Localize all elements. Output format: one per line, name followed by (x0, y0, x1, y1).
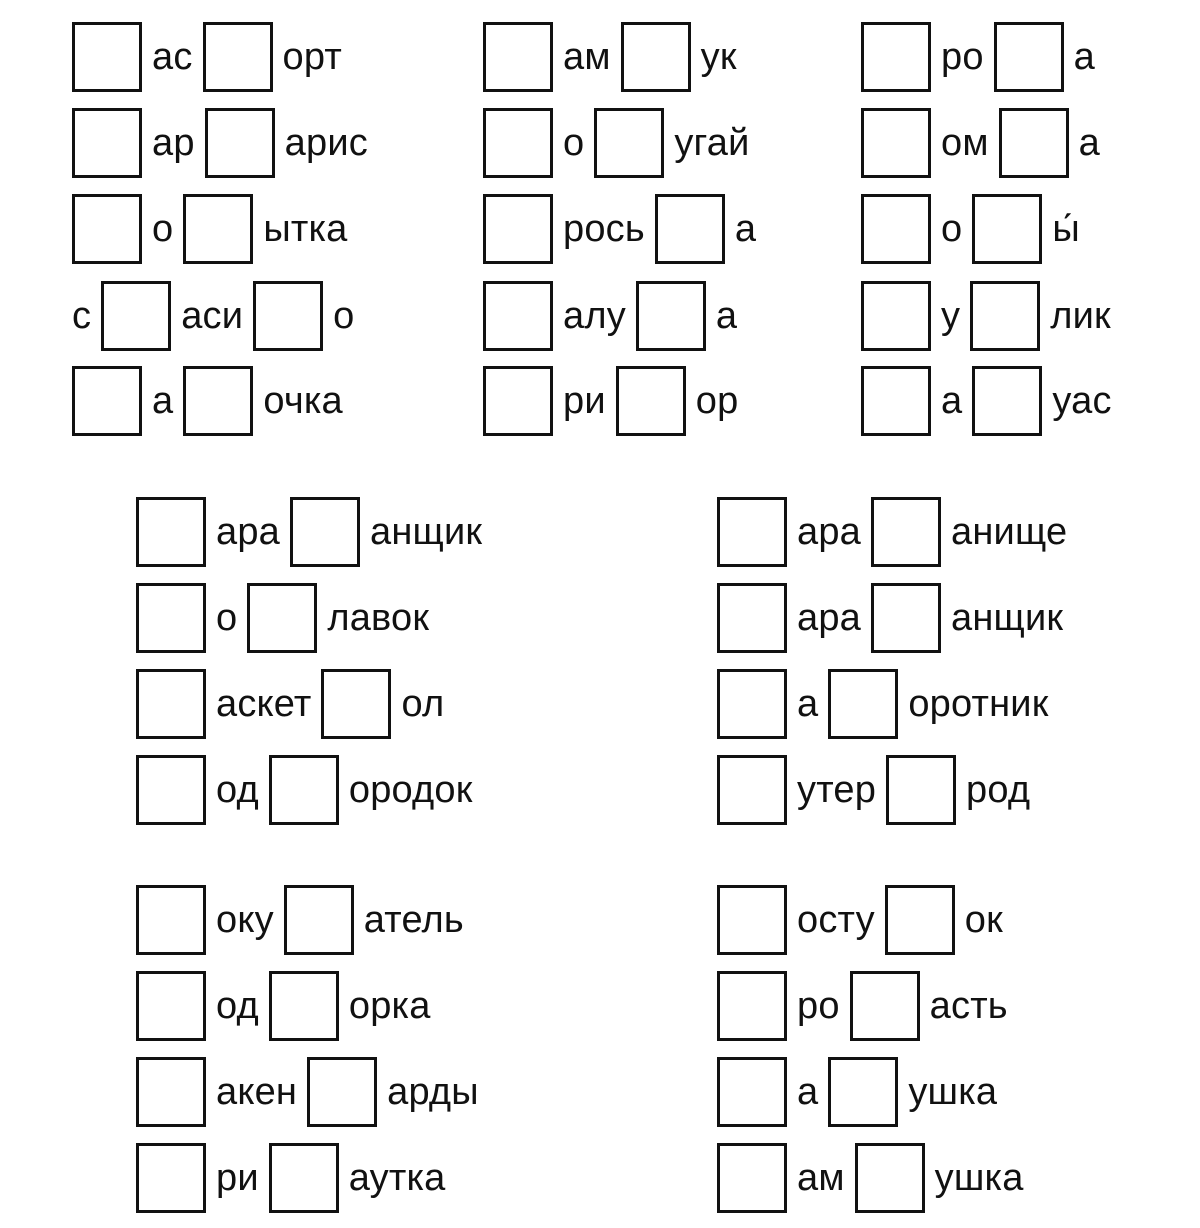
word-row (861, 22, 1105, 92)
letter-box[interactable] (717, 497, 787, 567)
letter-box[interactable] (483, 366, 553, 436)
word-fragment: ушка (908, 1071, 998, 1113)
word-fragment: ытка (263, 208, 348, 250)
letter-box[interactable] (136, 971, 206, 1041)
letter-box[interactable] (861, 366, 931, 436)
letter-box[interactable] (717, 1057, 787, 1127)
word-row (717, 1057, 1007, 1127)
letter-box[interactable] (136, 669, 206, 739)
word-fragment: лик (1050, 295, 1111, 337)
word-row (717, 497, 1077, 567)
word-fragment: ородок (348, 769, 473, 811)
letter-box[interactable] (885, 885, 955, 955)
word-row (483, 366, 748, 436)
word-fragment: ушка (934, 1157, 1024, 1199)
letter-box[interactable] (247, 583, 317, 653)
letter-box[interactable] (136, 583, 206, 653)
letter-box[interactable] (307, 1057, 377, 1127)
word-row (136, 497, 492, 567)
letter-box[interactable] (861, 22, 931, 92)
word-fragment: а (1078, 122, 1101, 164)
word-fragment: ок (964, 899, 1003, 941)
word-row (72, 366, 353, 436)
letter-box[interactable] (621, 22, 691, 92)
word-fragment: а (797, 1071, 819, 1113)
word-fragment: анище (951, 511, 1068, 553)
word-row (136, 971, 441, 1041)
word-fragment: а (941, 380, 963, 422)
letter-box[interactable] (483, 281, 553, 351)
word-fragment: ро (941, 36, 984, 78)
letter-box[interactable] (72, 194, 142, 264)
word-fragment: ара (216, 511, 281, 553)
word-fragment: анщик (370, 511, 483, 553)
letter-box[interactable] (861, 194, 931, 264)
word-fragment: осту (797, 899, 875, 941)
letter-box[interactable] (717, 971, 787, 1041)
word-row (136, 583, 439, 653)
word-fragment: уас (1052, 380, 1112, 422)
word-row (717, 885, 1013, 955)
letter-box[interactable] (828, 669, 898, 739)
word-fragment: с (72, 295, 92, 337)
word-fragment: оротник (908, 683, 1049, 725)
letter-box[interactable] (136, 885, 206, 955)
letter-box[interactable] (136, 1057, 206, 1127)
word-row (483, 194, 766, 264)
letter-box[interactable] (253, 281, 323, 351)
word-fragment: ук (700, 36, 737, 78)
letter-box[interactable] (861, 108, 931, 178)
word-row (136, 885, 474, 955)
letter-box[interactable] (886, 755, 956, 825)
word-row (136, 755, 483, 825)
word-row (72, 108, 378, 178)
word-row (72, 194, 357, 264)
word-fragment: о (333, 295, 355, 337)
word-row (136, 1057, 489, 1127)
letter-box[interactable] (717, 1143, 787, 1213)
word-fragment: ар (152, 122, 195, 164)
letter-box[interactable] (594, 108, 664, 178)
letter-box[interactable] (828, 1057, 898, 1127)
letter-box[interactable] (205, 108, 275, 178)
letter-box[interactable] (850, 971, 920, 1041)
word-fragment: угай (674, 122, 750, 164)
letter-box[interactable] (269, 755, 339, 825)
word-row (136, 669, 454, 739)
word-fragment: о (152, 208, 174, 250)
letter-box[interactable] (972, 366, 1042, 436)
word-row (717, 669, 1059, 739)
word-fragment: ор (695, 380, 739, 422)
word-row (72, 22, 352, 92)
word-fragment: атель (363, 899, 464, 941)
word-fragment: арис (284, 122, 368, 164)
word-fragment: акен (216, 1071, 298, 1113)
letter-box[interactable] (183, 366, 253, 436)
letter-box[interactable] (717, 669, 787, 739)
word-fragment: ара (797, 597, 862, 639)
letter-box[interactable] (269, 1143, 339, 1213)
letter-box[interactable] (861, 281, 931, 351)
letter-box[interactable] (717, 583, 787, 653)
word-fragment: род (966, 769, 1031, 811)
word-fragment: од (216, 985, 259, 1027)
word-fragment: у (941, 295, 961, 337)
word-row (136, 1143, 455, 1213)
word-fragment: ол (401, 683, 445, 725)
letter-box[interactable] (483, 108, 553, 178)
word-fragment: анщик (951, 597, 1064, 639)
word-fragment: аскет (216, 683, 312, 725)
word-row (717, 755, 1040, 825)
word-fragment: ам (563, 36, 611, 78)
word-fragment: о (563, 122, 585, 164)
letter-box[interactable] (136, 755, 206, 825)
word-fragment: а (797, 683, 819, 725)
word-fragment: ом (941, 122, 989, 164)
letter-box[interactable] (72, 366, 142, 436)
word-fragment: а (1073, 36, 1096, 78)
word-fragment: ара (797, 511, 862, 553)
word-fragment: ри (216, 1157, 259, 1199)
word-fragment: о (941, 208, 963, 250)
word-fragment: алу (563, 295, 626, 337)
letter-box[interactable] (284, 885, 354, 955)
letter-box[interactable] (290, 497, 360, 567)
word-fragment: лавок (327, 597, 430, 639)
word-fragment: орка (348, 985, 431, 1027)
word-fragment: очка (263, 380, 343, 422)
letter-box[interactable] (483, 22, 553, 92)
word-row (483, 22, 747, 92)
word-row (717, 1143, 1034, 1213)
letter-box[interactable] (321, 669, 391, 739)
letter-box[interactable] (72, 108, 142, 178)
word-fragment: арды (387, 1071, 479, 1113)
letter-box[interactable] (655, 194, 725, 264)
word-fragment: рось (563, 208, 645, 250)
word-row (861, 366, 1122, 436)
word-fragment: ы́ (1052, 208, 1080, 250)
letter-box[interactable] (101, 281, 171, 351)
word-fragment: о (216, 597, 238, 639)
letter-box[interactable] (183, 194, 253, 264)
letter-box[interactable] (871, 497, 941, 567)
word-row (483, 281, 747, 351)
letter-box[interactable] (203, 22, 273, 92)
word-row (72, 281, 365, 351)
letter-box[interactable] (636, 281, 706, 351)
letter-box[interactable] (717, 755, 787, 825)
word-row (861, 194, 1090, 264)
word-fragment: асть (929, 985, 1008, 1027)
letter-box[interactable] (871, 583, 941, 653)
letter-box[interactable] (994, 22, 1064, 92)
word-fragment: ам (797, 1157, 845, 1199)
word-fragment: аутка (348, 1157, 446, 1199)
word-fragment: од (216, 769, 259, 811)
word-fragment: а (152, 380, 174, 422)
word-row (861, 281, 1121, 351)
letter-box[interactable] (269, 971, 339, 1041)
word-row (717, 971, 1018, 1041)
letter-box[interactable] (855, 1143, 925, 1213)
word-fragment: аси (181, 295, 244, 337)
word-row (483, 108, 760, 178)
word-fragment: оку (216, 899, 274, 941)
word-row (717, 583, 1073, 653)
letter-box[interactable] (972, 194, 1042, 264)
word-fragment: орт (282, 36, 342, 78)
word-fragment: утер (797, 769, 877, 811)
letter-box[interactable] (483, 194, 553, 264)
word-row (861, 108, 1110, 178)
letter-box[interactable] (136, 1143, 206, 1213)
word-fragment: ри (563, 380, 606, 422)
word-fragment: ро (797, 985, 840, 1027)
letter-box[interactable] (136, 497, 206, 567)
letter-box[interactable] (616, 366, 686, 436)
letter-box[interactable] (970, 281, 1040, 351)
letter-box[interactable] (717, 885, 787, 955)
letter-box[interactable] (72, 22, 142, 92)
letter-box[interactable] (999, 108, 1069, 178)
word-fragment: ас (152, 36, 193, 78)
word-fragment: а (715, 295, 738, 337)
word-fragment: а (734, 208, 757, 250)
